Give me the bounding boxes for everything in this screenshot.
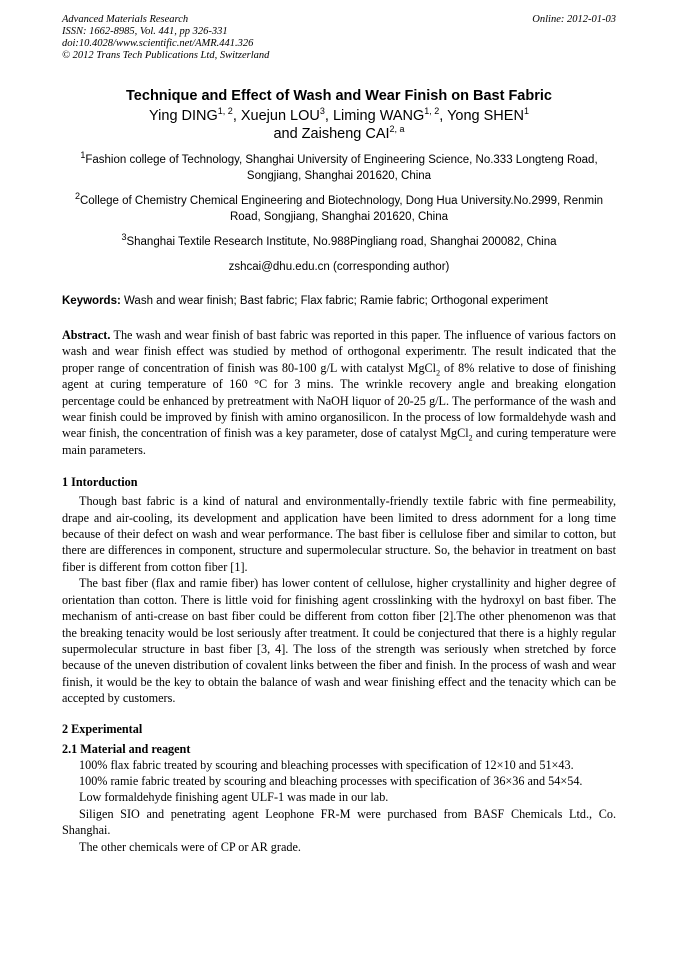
keywords [62,293,616,309]
issn-line: ISSN: 1662-8985, Vol. 441, pp 326-331 [62,26,228,37]
section-heading-experimental: 2 Experimental [62,721,143,736]
author-affil-mark: 2, a [389,124,405,135]
paper-page [62,14,616,855]
body-paragraph: 100% ramie fabric treated by scouring and bleaching processes with specification of 36×36 and 54×54. [79,773,583,788]
affiliation-mark: 1 [80,150,86,161]
subsection-heading-material: 2.1 Material and reagent [62,741,191,756]
abstract-text: and curing temperature were main parameters. [62,426,616,457]
abstract-label: Abstract. [62,328,111,342]
subscript: 2 [436,368,441,378]
keywords-text: Wash and wear finish; Bast fabric; Flax fabric; Ramie fabric; Orthogonal experiment [120,295,548,307]
keywords-label: Keywords: [62,295,121,307]
author-affil-mark: 1, 2 [424,106,440,117]
abstract-text: The wash and wear finish of bast fabric was reported in this paper. The influence of various factors on wash and wear finish effect was studied by method of orthogonal experimentr. The result indicated that the proper range of concentration of finish was 80-100 g/L with catalyst MgCl [62,328,616,375]
doi-line: doi:10.4028/www.scientific.net/AMR.441.326 [62,38,254,49]
body-paragraph: The other chemicals were of CP or AR grade. [79,839,301,854]
affiliation-text: Shanghai Textile Research Institute, No.988Pingliang road, Shanghai 200082, China [126,236,557,248]
affiliation-2 [62,193,616,225]
abstract-text: of 8% relative to dose of finishing agent at curing temperature of 160 °C for 3 mins. The wrinkle recovery angle and breaking elongation percentage could be enhanced by pretreatment with NaOH liquor of 20-25 g/L. The performance of the wash and wear finish could be improved by finish with amino organosilicon. In the process of low formaldehyde wash and wear finish, the concentration of finish was a key parameter, dose of catalyst MgCl [62,360,616,441]
body-paragraph: Siligen SIO and penetrating agent Leophone FR-M were purchased from BASF Chemicals Ltd., Co. Shanghai. [62,806,616,838]
author-name: , Yong SHEN [439,108,524,124]
author-name: Ying DING [149,108,218,124]
author-list [62,107,616,143]
affiliation-1 [62,152,616,184]
author-name: and Zaisheng CAI [273,126,390,142]
copyright-line: © 2012 Trans Tech Publications Ltd, Switzerland [62,50,270,61]
author-affil-mark: 1, 2 [217,106,233,117]
abstract [62,327,616,458]
corresponding-email: zshcai@dhu.edu.cn (corresponding author) [228,261,450,273]
affiliation-mark: 3 [121,232,127,243]
affiliation-3 [62,234,616,250]
body-paragraph: Low formaldehyde finishing agent ULF-1 was made in our lab. [79,790,389,805]
affiliation-text: Fashion college of Technology, Shanghai University of Engineering Science, No.333 Longteng Road, Songjiang, Shanghai 201620, China [85,154,598,182]
online-date: Online: 2012-01-03 [532,14,616,25]
affiliation-text: College of Chemistry Chemical Engineering and Biotechnology, Dong Hua University.No.2999, Renmin Road, Songjiang, Shanghai 201620, China [79,195,604,223]
section-heading-introduction: 1 Intorduction [62,475,138,490]
author-name: , Liming WANG [324,108,425,124]
author-name: , Xuejun LOU [232,108,320,124]
body-paragraph: Though bast fabric is a kind of natural and environmentally-friendly textile fabric with fine permeability, drape and air-cooling, its development and application have been limited to dress adornment for a long time because of their defect on wash and wear performance. The bast fiber is cellulose fiber and similar to cotton, but there are differences in component, structure and supermolecular structure. So, the behavior in treatment on bast fiber is different from cotton fiber [1]. [62,494,616,574]
author-affil-mark: 1 [523,106,529,117]
journal-name: Advanced Materials Research [62,14,189,25]
journal-header [62,14,616,62]
body-paragraph: 100% flax fabric treated by scouring and bleaching processes with specification of 12×10 and 51×43. [79,757,574,772]
affiliation-mark: 2 [74,191,80,202]
subscript: 2 [468,433,473,443]
paper-title: Technique and Effect of Wash and Wear Finish on Bast Fabric [126,88,552,104]
body-paragraph: The bast fiber (flax and ramie fiber) has lower content of cellulose, higher crystallinity and higher degree of orientation than cotton. There is little void for finishing agent crosslinking with the hydroxyl on bast fiber. The mechanism of anti-crease on bast fiber could be different from cotton fiber [2].The other phenomenon was that the breaking tenacity would be lost seriously after treatment. It could be conjectured that there is a highly regular supermolecular structure in bast fiber [3, 4]. The loss of the strength was seriously when stretched by force because of the uneven distribution of covalent links between the fiber and finish. In the process of wash and wear finish, it would be the key to obtain the balance of wash and wear finishing effect and the tenacity which can be accepted by customers. [62,576,616,706]
author-affil-mark: 3 [319,106,325,117]
